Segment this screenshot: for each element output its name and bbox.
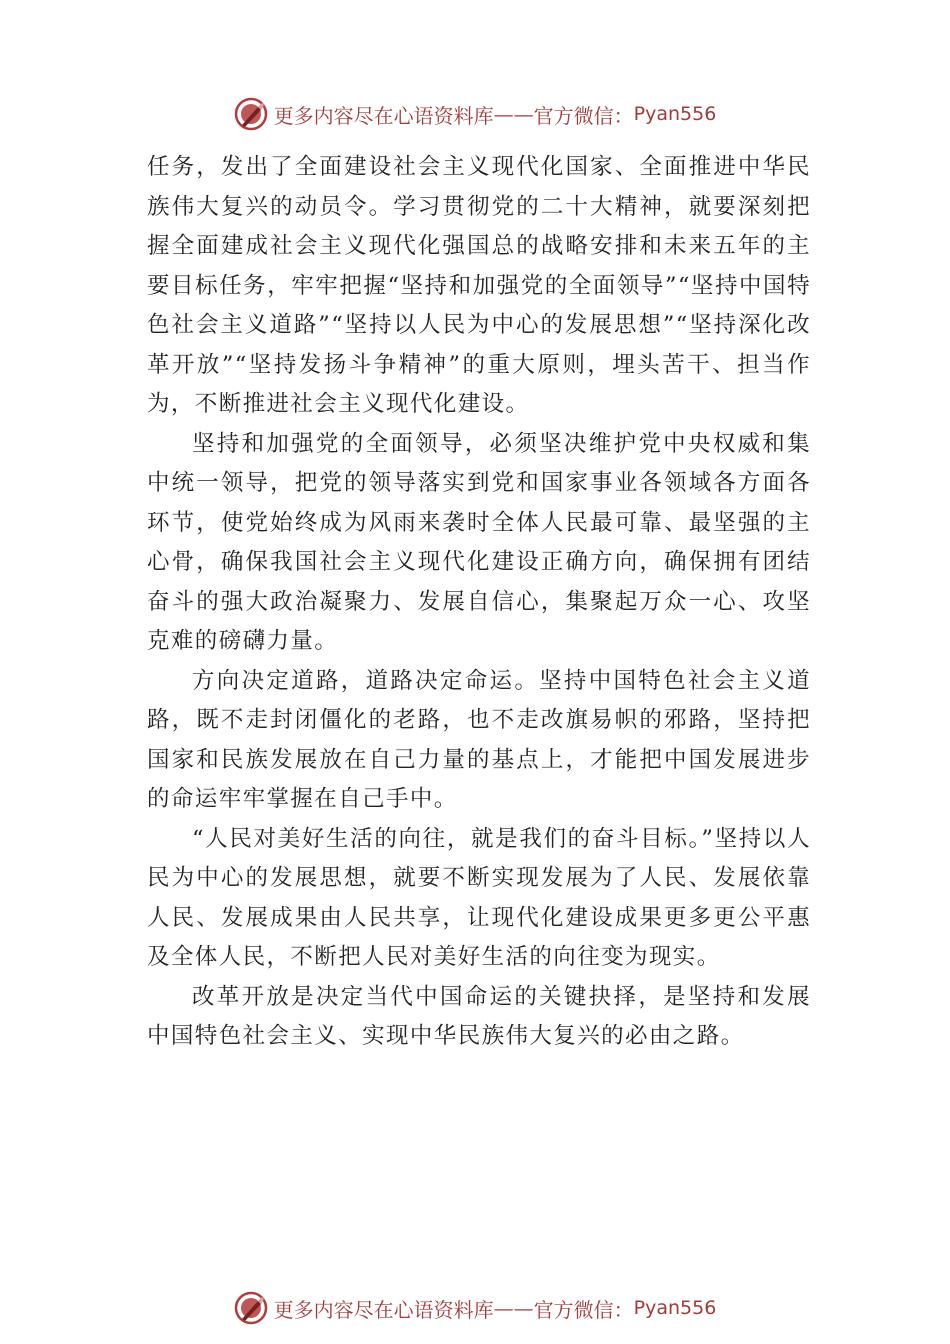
header-wechat-label: 官方微信： (533, 103, 634, 128)
paragraph-3: 方向决定道路，道路决定命运。坚持中国特色社会主义道路，既不走封闭僵化的老路，也不走改旗易帜的邪路，坚持把国家和民族发展放在自己力量的基点上，才能把中国发展进步的命运牢牢掌握在自己手中。 (147, 667, 811, 812)
header-wechat-id: Pyan556 (633, 103, 717, 125)
footer-wechat-id: Pyan556 (633, 1297, 717, 1319)
footer-wechat-label: 官方微信： (533, 1297, 634, 1322)
footer-text: 更多内容尽在心语资料库 (273, 1297, 494, 1322)
footer-dash: —— (493, 1296, 534, 1320)
pen-logo-icon (234, 1291, 268, 1325)
header-dash: —— (493, 102, 534, 126)
paragraph-5: 改革开放是决定当代中国命运的关键抉择，是坚持和发展中国特色社会主义、实现中华民族伟大复兴的必由之路。 (147, 983, 811, 1049)
paragraph-4: “人民对美好生活的向往，就是我们的奋斗目标。”坚持以人民为中心的发展思想，就要不断实现发展为了人民、发展依靠人民、发展成果由人民共享，让现代化建设成果更多更公平惠及全体人民，不断把人民对美好生活的向往变为现实。 (147, 825, 811, 970)
header-banner (0, 96, 950, 132)
footer-banner (0, 1290, 950, 1326)
document-body (147, 148, 811, 1057)
paragraph-1: 任务，发出了全面建设社会主义现代化国家、全面推进中华民族伟大复兴的动员令。学习贯彻党的二十大精神，就要深刻把握全面建成社会主义现代化强国总的战略安排和未来五年的主要目标任务，牢牢把握“坚持和加强党的全面领导”“坚持中国特色社会主义道路”“坚持以人民为中心的发展思想”“坚持深化改革开放”“坚持发扬斗争精神”的重大原则，埋头苦干、担当作为，不断推进社会主义现代化建设。 (147, 154, 811, 417)
header-text: 更多内容尽在心语资料库 (273, 103, 494, 128)
pen-logo-icon (234, 97, 268, 131)
paragraph-2: 坚持和加强党的全面领导，必须坚决维护党中央权威和集中统一领导，把党的领导落实到党和国家事业各领域各方面各环节，使党始终成为风雨来袭时全体人民最可靠、最坚强的主心骨，确保我国社会主义现代化建设正确方向，确保拥有团结奋斗的强大政治凝聚力、发展自信心，集聚起万众一心、攻坚克难的磅礴力量。 (147, 430, 811, 654)
